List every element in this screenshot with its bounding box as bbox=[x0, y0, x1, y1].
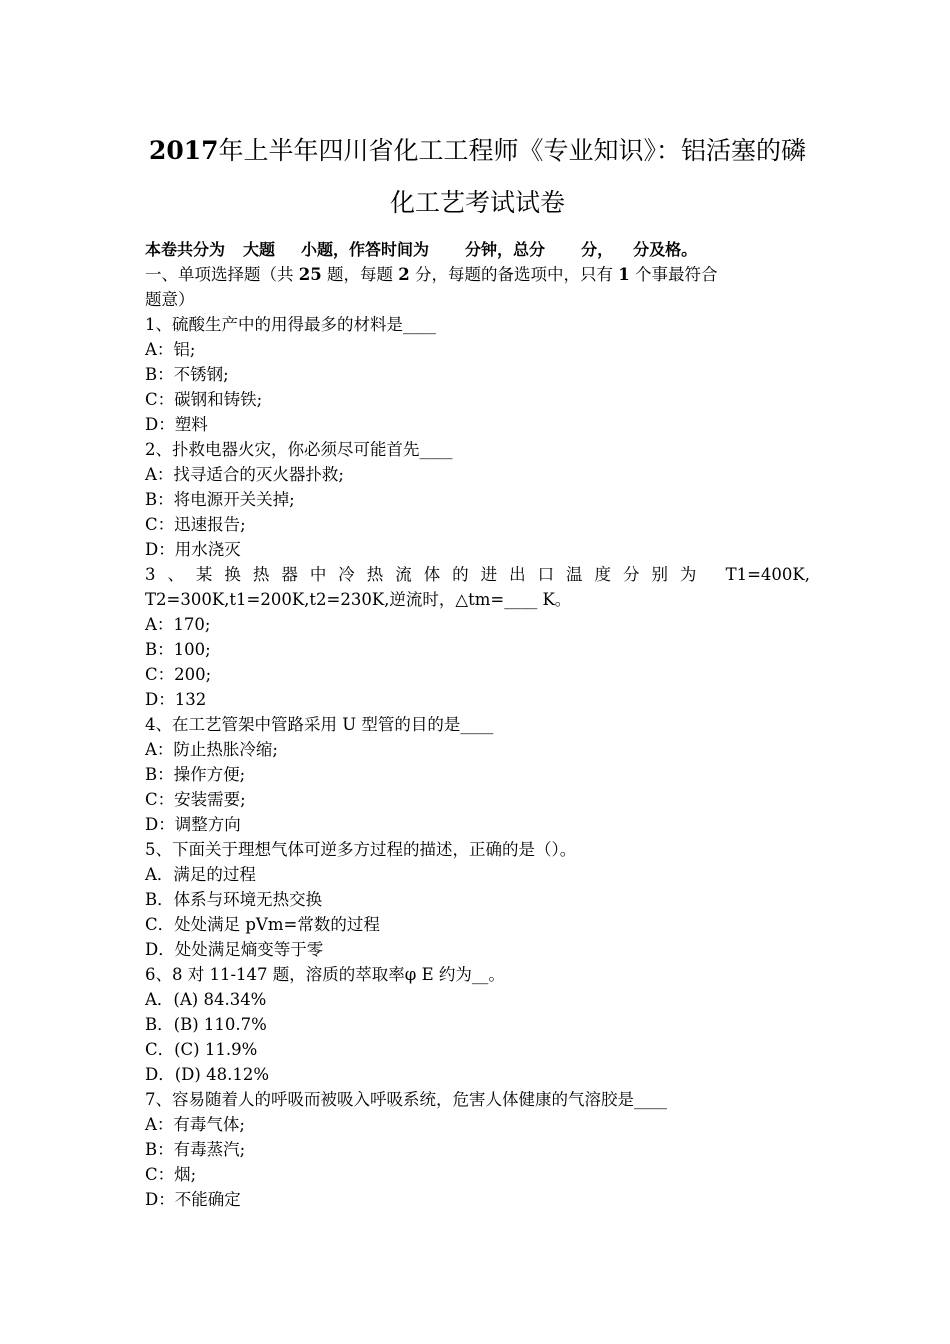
question-stem: 5、下面关于理想气体可逆多方过程的描述，正确的是（）。 bbox=[145, 840, 577, 859]
question-option: A．(A) 84.34% bbox=[145, 990, 267, 1009]
question-option: D：塑料 bbox=[145, 415, 208, 434]
question-option: B．体系与环境无热交换 bbox=[145, 890, 323, 909]
question-option: D．(D) 48.12% bbox=[145, 1065, 269, 1084]
question-option: B：操作方便; bbox=[145, 765, 246, 784]
question-option: D：用水浇灭 bbox=[145, 540, 241, 559]
question-option: B：将电源开关关掉; bbox=[145, 490, 295, 509]
question-stem: 3、某换热器中冷热流体的进出口温度分别为 T1=400K, bbox=[145, 565, 810, 584]
question-stem: 6、8 对 11-147 题，溶质的萃取率φ E 约为__。 bbox=[145, 965, 505, 984]
question-option: D：不能确定 bbox=[145, 1190, 241, 1209]
question-option: A：有毒气体; bbox=[145, 1115, 245, 1134]
title-text: 年上半年四川省化工工程师《专业知识》：铝活塞的磷 bbox=[218, 136, 807, 165]
question-option: B．(B) 110.7% bbox=[145, 1015, 267, 1034]
question-count: 25 bbox=[298, 265, 322, 284]
info-part: 小题，作答时间为 bbox=[301, 240, 430, 259]
question-stem: 7、容易随着人的呼吸而被吸入呼吸系统，危害人体健康的气溶胶是____ bbox=[145, 1090, 667, 1109]
title-year: 2017 bbox=[148, 136, 219, 165]
section-heading-cont: 题意） bbox=[145, 290, 195, 309]
info-part: 大题 bbox=[243, 240, 276, 259]
question-stem: 1、硫酸生产中的用得最多的材料是____ bbox=[145, 315, 436, 334]
question-stem: 2、扑救电器火灾，你必须尽可能首先____ bbox=[145, 440, 453, 459]
section-text: 一、单项选择题（共 bbox=[145, 265, 294, 284]
section-heading bbox=[145, 262, 810, 287]
correct-count: 1 bbox=[618, 265, 630, 284]
info-part: 分及格。 bbox=[633, 240, 698, 259]
info-part: 本卷共分为 bbox=[145, 240, 226, 259]
section-text: 分，每题的备选项中，只有 bbox=[414, 265, 613, 284]
exam-title-line-1 bbox=[145, 136, 810, 166]
exam-body bbox=[145, 237, 810, 1212]
exam-title-line-2: 化工艺考试试卷 bbox=[389, 188, 565, 217]
question-option: D．处处满足熵变等于零 bbox=[145, 940, 324, 959]
section-text: 个事最符合 bbox=[634, 265, 718, 284]
question-option: B：有毒蒸汽; bbox=[145, 1140, 246, 1159]
question-option: C：烟; bbox=[145, 1165, 197, 1184]
info-part: 分钟，总分 bbox=[465, 240, 546, 259]
question-option: A：找寻适合的灭火器扑救; bbox=[145, 465, 344, 484]
question-option: C：安装需要; bbox=[145, 790, 246, 809]
question-option: C．(C) 11.9% bbox=[145, 1040, 258, 1059]
exam-info-line bbox=[145, 237, 810, 262]
question-option: A．满足的过程 bbox=[145, 865, 256, 884]
question-option: A：铝; bbox=[145, 340, 196, 359]
question-option: B：100; bbox=[145, 640, 211, 659]
points-per-question: 2 bbox=[398, 265, 410, 284]
question-option: C：200; bbox=[145, 665, 212, 684]
question-stem-cont: T2=300K,t1=200K,t2=230K,逆流时，△tm=____ K。 bbox=[145, 590, 572, 609]
question-option: D：132 bbox=[145, 690, 207, 709]
question-option: A：防止热胀冷缩; bbox=[145, 740, 278, 759]
question-option: B：不锈钢; bbox=[145, 365, 229, 384]
question-option: C：碳钢和铸铁; bbox=[145, 390, 263, 409]
question-option: D：调整方向 bbox=[145, 815, 241, 834]
question-option: A：170; bbox=[145, 615, 211, 634]
info-part: 分， bbox=[581, 240, 614, 259]
question-stem: 4、在工艺管架中管路采用 U 型管的目的是____ bbox=[145, 715, 494, 734]
section-text: 题，每题 bbox=[326, 265, 393, 284]
question-option: C：迅速报告; bbox=[145, 515, 246, 534]
question-option: C．处处满足 pVm=常数的过程 bbox=[145, 915, 380, 934]
